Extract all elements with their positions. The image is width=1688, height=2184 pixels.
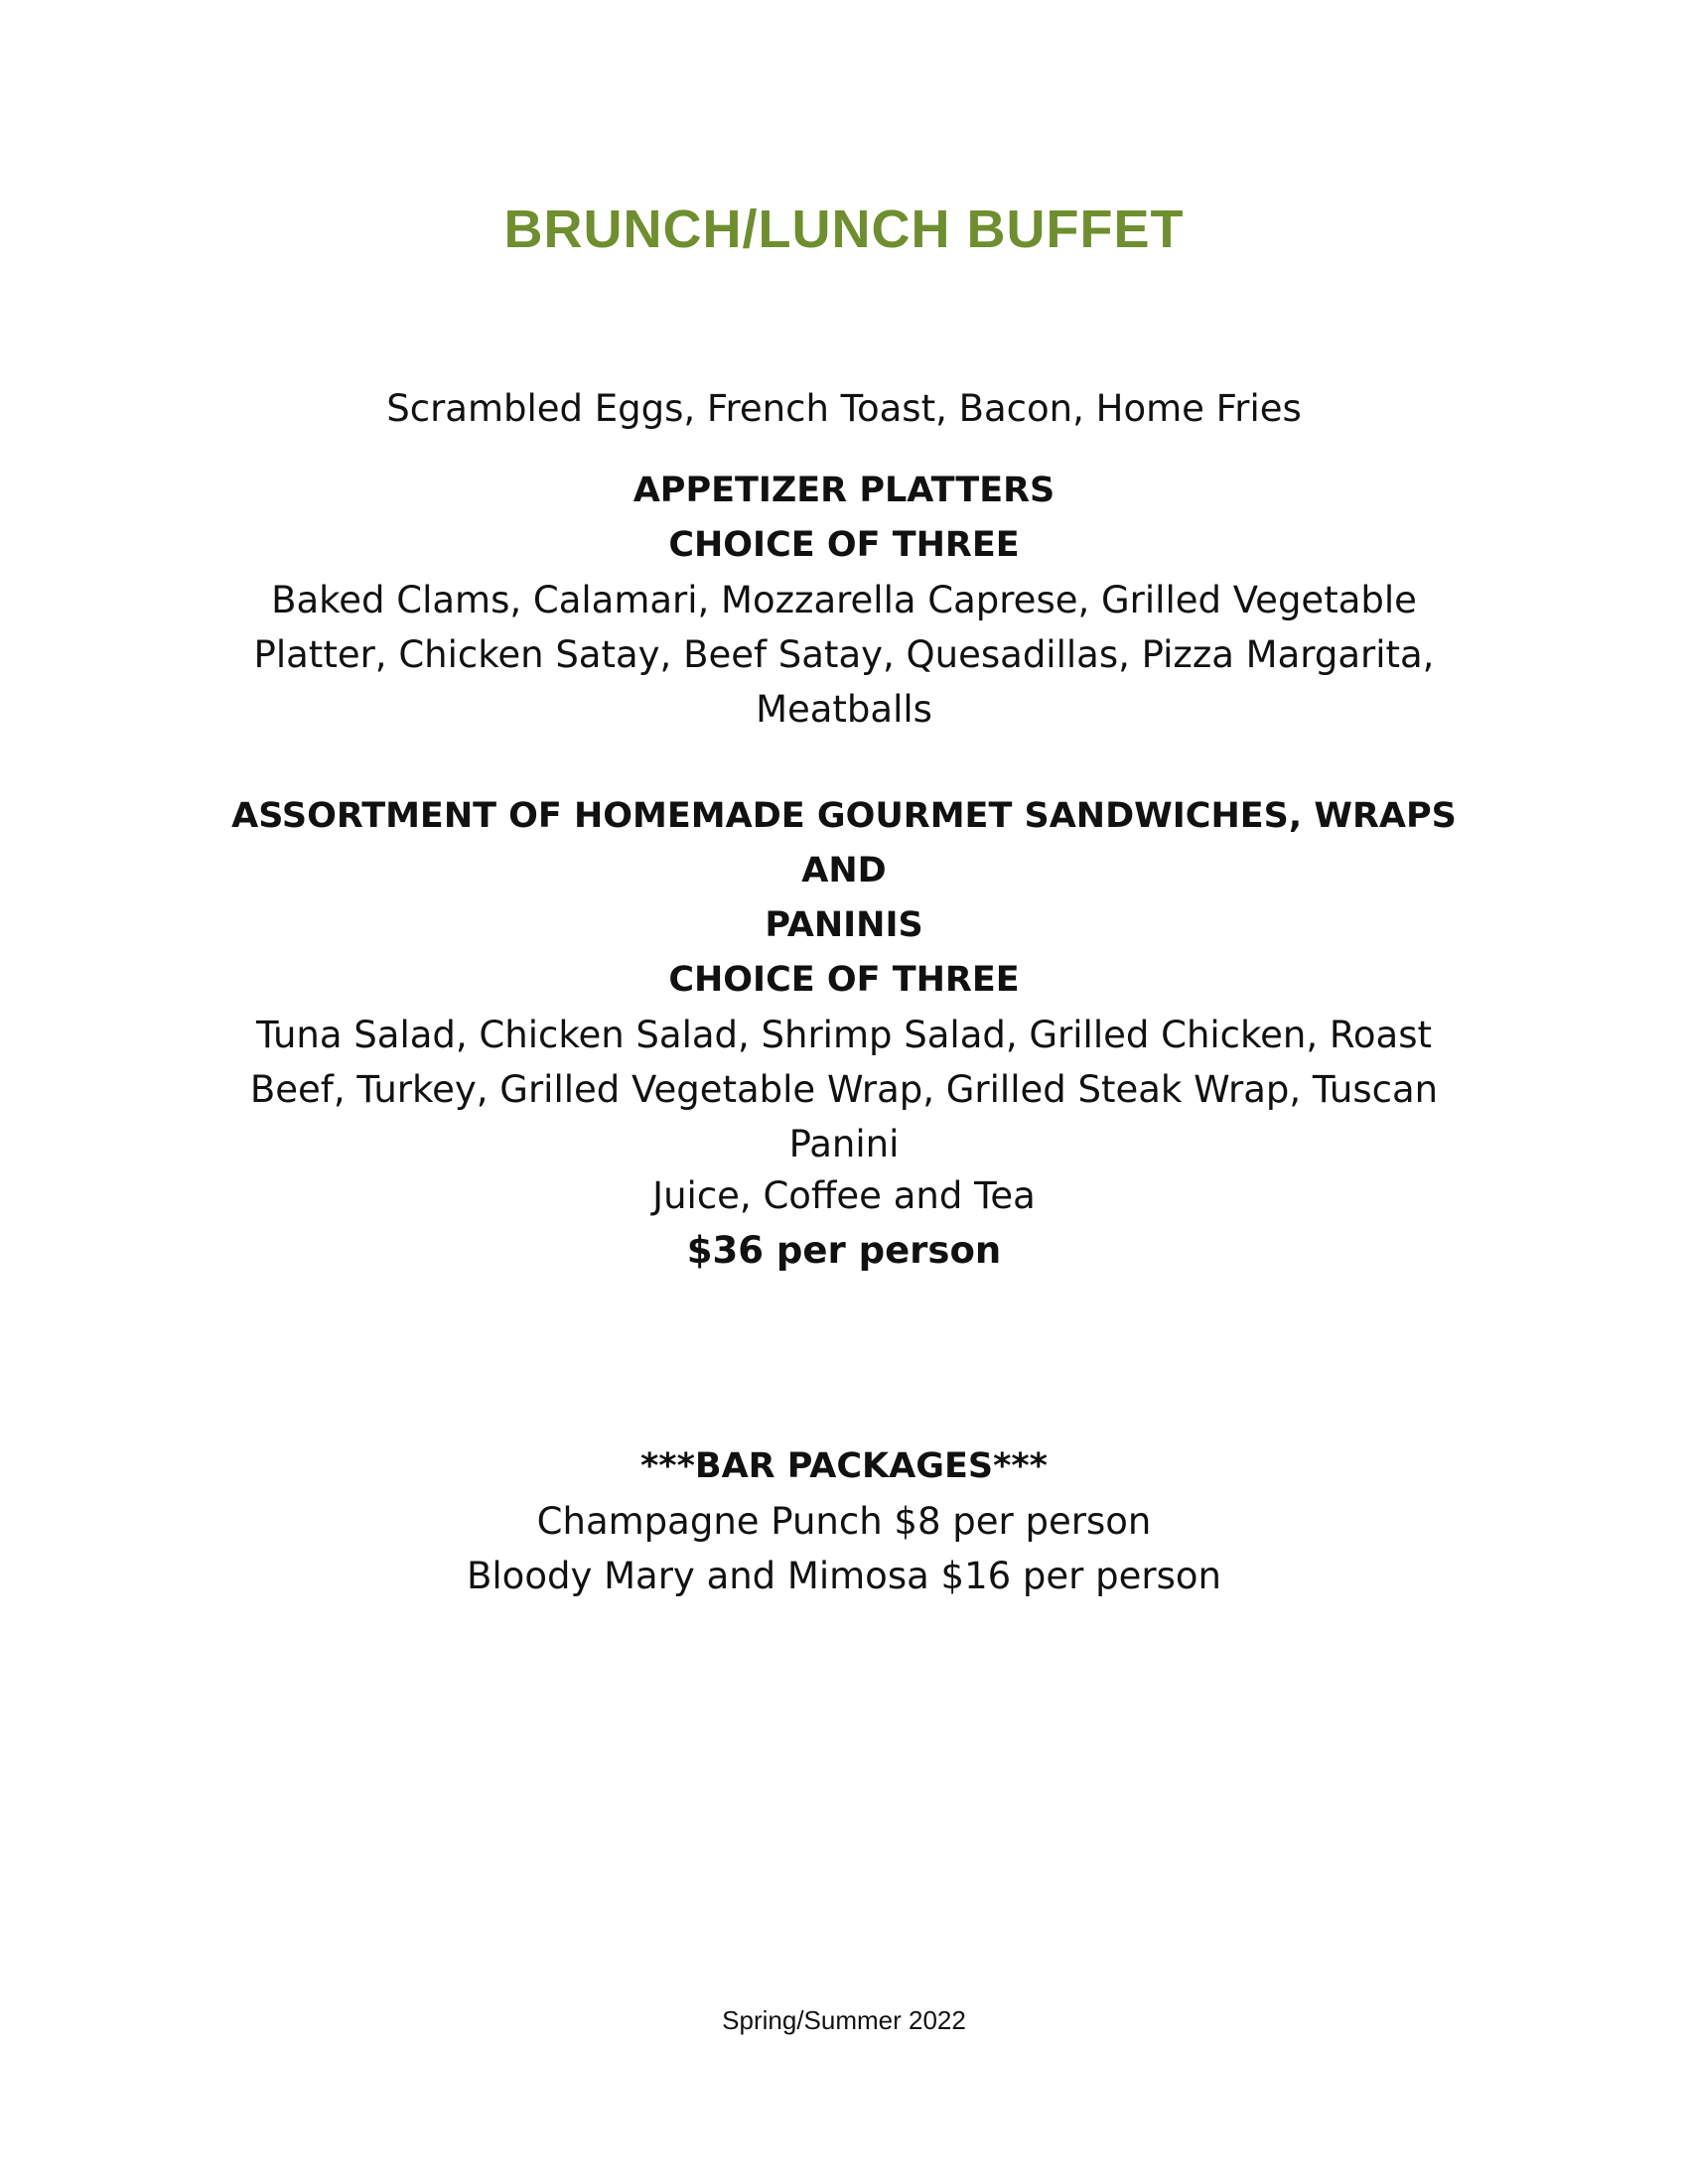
appetizer-choice: CHOICE OF THREE xyxy=(668,525,1020,565)
bar-section xyxy=(199,1439,1489,1603)
bar-heading: ***BAR PACKAGES*** xyxy=(640,1446,1048,1486)
appetizer-heading: APPETIZER PLATTERS xyxy=(633,471,1055,510)
bar-item-2: Bloody Mary and Mimosa $16 per person xyxy=(467,1555,1221,1597)
appetizer-items-line-3: Meatballs xyxy=(756,688,932,731)
sandwich-items-line-1: Tuna Salad, Chicken Salad, Shrimp Salad, Grilled Chicken, Roast xyxy=(255,1014,1433,1056)
beverage-section xyxy=(199,1168,1489,1278)
appetizer-items-line-1: Baked Clams, Calamari, Mozzarella Caprese, Grilled Vegetable xyxy=(271,579,1417,621)
beverage-items: Juice, Coffee and Tea xyxy=(652,1174,1036,1217)
price-per-person: $36 per person xyxy=(686,1229,1002,1272)
bar-item-1: Champagne Punch $8 per person xyxy=(536,1500,1152,1543)
breakfast-section xyxy=(199,381,1489,436)
sandwich-choice: CHOICE OF THREE xyxy=(668,960,1020,1000)
appetizer-section xyxy=(199,464,1489,737)
page-title: BRUNCH/LUNCH BUFFET xyxy=(503,200,1185,259)
sandwich-heading-line-1: ASSORTMENT OF HOMEMADE GOURMET SANDWICHES, WRAPS AND xyxy=(231,796,1457,890)
sandwich-heading-line-2: PANINIS xyxy=(765,905,923,945)
footer-season: Spring/Summer 2022 xyxy=(722,2005,966,2035)
appetizer-items-line-2: Platter, Chicken Satay, Beef Satay, Quesadillas, Pizza Margarita, xyxy=(253,633,1435,676)
sandwich-items-line-3: Panini xyxy=(788,1123,900,1165)
sandwich-section xyxy=(199,789,1489,1171)
breakfast-items: Scrambled Eggs, French Toast, Bacon, Home Fries xyxy=(386,387,1302,430)
sandwich-items-line-2: Beef, Turkey, Grilled Vegetable Wrap, Grilled Steak Wrap, Tuscan xyxy=(249,1068,1439,1111)
